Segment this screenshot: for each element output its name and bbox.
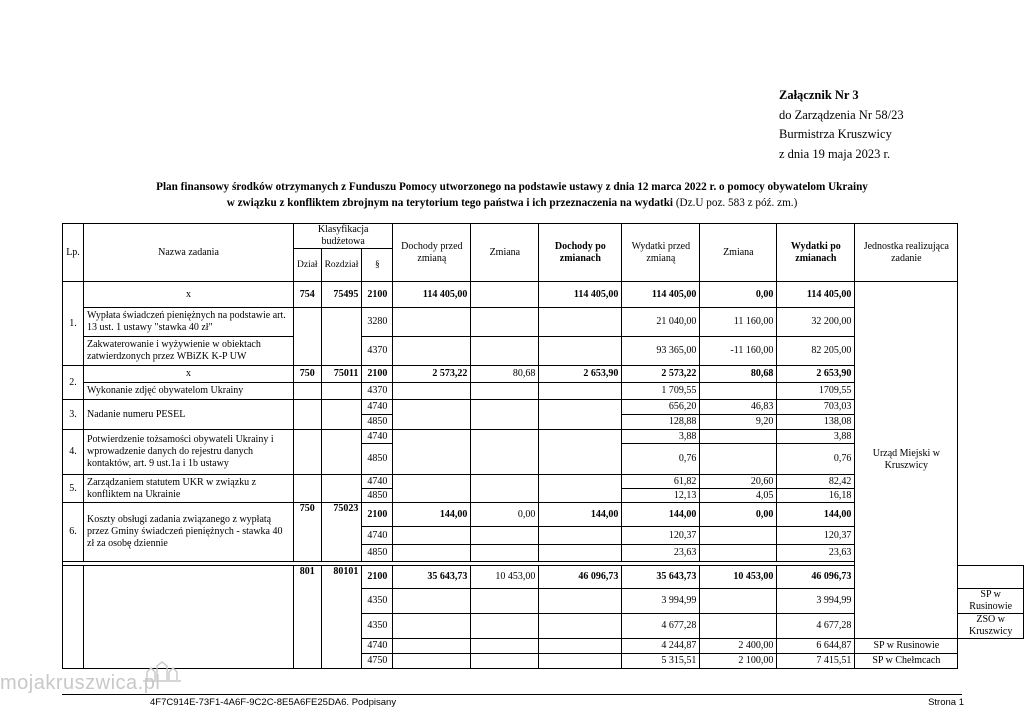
row-wydatki-po: 703,03 <box>777 400 855 415</box>
row-dochody-po <box>539 400 622 430</box>
title-line-2-normal: (Dz.U poz. 583 z póź. zm.) <box>675 197 798 209</box>
row-zmiana-dochody <box>471 545 539 562</box>
row-dzial <box>294 400 322 430</box>
row-wydatki-przed: 35 643,73 <box>622 566 700 589</box>
row-zmiana-dochody <box>471 589 539 614</box>
row-wydatki-po: 1709,55 <box>777 383 855 400</box>
annex-line-3: z dnia 19 maja 2023 r. <box>779 146 891 161</box>
row-paragraf: 4370 <box>362 337 393 366</box>
row-zmiana-wydatki: 80,68 <box>700 366 777 383</box>
header-wydatki-przed: Wydatki przed zmianą <box>622 224 700 282</box>
row-dochody-przed: 35 643,73 <box>393 566 471 589</box>
row-zmiana-dochody: 0,00 <box>471 503 539 527</box>
header-jednostka: Jednostka realizująca zadanie <box>855 224 958 282</box>
row-name: Koszty obsługi zadania związanego z wypłatą przez Gminy świadczeń pieniężnych - stawka 40 zł za osobę dziennie <box>84 503 294 562</box>
row-zmiana-dochody <box>471 308 539 337</box>
row-lp: 4. <box>63 430 84 475</box>
row-rozdzial <box>321 383 362 400</box>
row-zmiana-dochody: 80,68 <box>471 366 539 383</box>
header-lp: Lp. <box>63 224 84 282</box>
row-zmiana-dochody <box>471 383 539 400</box>
row-dochody-po <box>539 383 622 400</box>
row-wydatki-przed: 93 365,00 <box>622 337 700 366</box>
row-zmiana-wydatki <box>700 444 777 475</box>
row-dzial: 754 <box>294 282 322 308</box>
row-jednostka-main: Urząd Miejski w Kruszwicy <box>855 282 958 639</box>
row-rozdzial: 75023 <box>321 503 362 562</box>
row-lp: 6. <box>63 503 84 562</box>
row-name: Wykonanie zdjęć obywatelom Ukrainy <box>84 383 294 400</box>
row-dochody-przed: 144,00 <box>393 503 471 527</box>
row-zmiana-wydatki <box>700 589 777 614</box>
row-jednostka <box>958 566 1024 589</box>
row-wydatki-po: 0,76 <box>777 444 855 475</box>
document-title <box>60 179 964 211</box>
row-paragraf: 4350 <box>362 614 393 639</box>
header-zmiana-dochody: Zmiana <box>471 224 539 282</box>
row-wydatki-przed: 120,37 <box>622 527 700 545</box>
row-dochody-po <box>539 430 622 475</box>
row-name: Potwierdzenie tożsamości obywateli Ukrainy i wprowadzenie danych do rejestru danych kontaktów, art. 9 ust.1a i 1b ustawy <box>84 430 294 475</box>
annex-line-2: Burmistrza Kruszwicy <box>779 127 892 141</box>
row-wydatki-po: 138,08 <box>777 415 855 430</box>
row-dochody-po: 114 405,00 <box>539 282 622 308</box>
header-zmiana-wydatki: Zmiana <box>700 224 777 282</box>
row-dochody-po <box>539 589 622 614</box>
row-dochody-po <box>539 527 622 545</box>
row-zmiana-dochody <box>471 430 539 475</box>
row-paragraf: 2100 <box>362 566 393 589</box>
header-dzial: Dział <box>294 249 322 282</box>
row-paragraf: 4740 <box>362 527 393 545</box>
row-wydatki-po: 82,42 <box>777 475 855 489</box>
row-zmiana-dochody: 10 453,00 <box>471 566 539 589</box>
row-zmiana-wydatki: 11 160,00 <box>700 308 777 337</box>
row-name: x <box>84 282 294 308</box>
row-dochody-przed <box>393 545 471 562</box>
row-lp <box>63 566 84 669</box>
row-jednostka: SP w Rusinowie <box>958 589 1024 614</box>
header-row-1 <box>63 224 1024 249</box>
row-dochody-po: 144,00 <box>539 503 622 527</box>
row-wydatki-po: 144,00 <box>777 503 855 527</box>
row-lp: 2. <box>63 366 84 400</box>
row-wydatki-po: 82 205,00 <box>777 337 855 366</box>
row-zmiana-dochody <box>471 527 539 545</box>
row-wydatki-po: 7 415,51 <box>777 654 855 669</box>
watermark-text: mojakruszwica.pl <box>0 672 161 694</box>
row-paragraf: 4740 <box>362 430 393 444</box>
row-rozdzial: 80101 <box>321 566 362 669</box>
row-rozdzial <box>321 308 362 366</box>
row-paragraf: 2100 <box>362 366 393 383</box>
row-dzial <box>294 383 322 400</box>
row-zmiana-wydatki <box>700 430 777 444</box>
row-zmiana-wydatki: 2 400,00 <box>700 639 777 654</box>
row-wydatki-przed: 12,13 <box>622 489 700 503</box>
row-wydatki-przed: 128,88 <box>622 415 700 430</box>
row-wydatki-przed: 61,82 <box>622 475 700 489</box>
row-zmiana-dochody <box>471 400 539 430</box>
row-dochody-po: 2 653,90 <box>539 366 622 383</box>
row-wydatki-po: 32 200,00 <box>777 308 855 337</box>
row-paragraf: 4850 <box>362 545 393 562</box>
header-paragraf: § <box>362 249 393 282</box>
row-dochody-przed <box>393 639 471 654</box>
row-dochody-po <box>539 308 622 337</box>
row-paragraf: 2100 <box>362 282 393 308</box>
row-lp: 5. <box>63 475 84 503</box>
row-name: Wypłata świadczeń pieniężnych na podstawie art. 13 ust. 1 ustawy "stawka 40 zł" <box>84 308 294 337</box>
row-jednostka: SP w Chełmcach <box>855 654 958 669</box>
row-dzial: 801 <box>294 566 322 669</box>
row-zmiana-wydatki: 9,20 <box>700 415 777 430</box>
footer-document-id: 4F7C914E-73F1-4A6F-9C2C-8E5A6FE25DA6. Podpisany <box>150 697 397 708</box>
row-wydatki-przed: 144,00 <box>622 503 700 527</box>
row-zmiana-dochody <box>471 475 539 503</box>
header-dochody-przed: Dochody przed zmianą <box>393 224 471 282</box>
row-paragraf: 4370 <box>362 383 393 400</box>
row-name: Zarządzaniem statutem UKR w związku z konfliktem na Ukrainie <box>84 475 294 503</box>
row-dochody-przed <box>393 383 471 400</box>
footer-page-number: Strona 1 <box>928 697 964 708</box>
header-dochody-po: Dochody po zmianach <box>539 224 622 282</box>
annex-line-1: do Zarządzenia Nr 58/23 <box>779 107 904 122</box>
row-zmiana-dochody <box>471 639 539 654</box>
row-rozdzial: 75011 <box>321 366 362 383</box>
row-paragraf: 4740 <box>362 475 393 489</box>
row-dzial <box>294 308 322 366</box>
row-lp: 3. <box>63 400 84 430</box>
row-lp: 1. <box>63 282 84 366</box>
row-zmiana-wydatki: 0,00 <box>700 503 777 527</box>
row-wydatki-przed: 3 994,99 <box>622 589 700 614</box>
row-rozdzial <box>321 475 362 503</box>
row-wydatki-przed: 1 709,55 <box>622 383 700 400</box>
footer-divider <box>62 694 962 695</box>
row-name: Zakwaterowanie i wyżywienie w obiektach zatwierdzonych przez WBiZK K-P UW <box>84 337 294 366</box>
row-wydatki-przed: 2 573,22 <box>622 366 700 383</box>
row-jednostka: SP w Rusinowie <box>855 639 958 654</box>
row-dochody-przed <box>393 527 471 545</box>
row-wydatki-przed: 656,20 <box>622 400 700 415</box>
row-zmiana-wydatki: 4,05 <box>700 489 777 503</box>
row-wydatki-po: 6 644,87 <box>777 639 855 654</box>
row-rozdzial: 75495 <box>321 282 362 308</box>
row-paragraf: 4850 <box>362 415 393 430</box>
title-line-1: Plan finansowy środków otrzymanych z Funduszu Pomocy utworzonego na podstawie ustawy z dnia 12 marca 2022 r. o pomocy obywatelom Ukrainy <box>156 181 868 193</box>
row-paragraf: 4740 <box>362 639 393 654</box>
row-dochody-przed <box>393 430 471 475</box>
row-wydatki-po: 2 653,90 <box>777 366 855 383</box>
row-dochody-po <box>539 639 622 654</box>
row-zmiana-wydatki: -11 160,00 <box>700 337 777 366</box>
row-zmiana-wydatki <box>700 614 777 639</box>
row-wydatki-przed: 0,76 <box>622 444 700 475</box>
row-wydatki-przed: 5 315,51 <box>622 654 700 669</box>
row-dochody-po <box>539 337 622 366</box>
row-wydatki-po: 3 994,99 <box>777 589 855 614</box>
row-paragraf: 4350 <box>362 589 393 614</box>
row-paragraf: 2100 <box>362 503 393 527</box>
row-dochody-po <box>539 654 622 669</box>
row-zmiana-dochody <box>471 654 539 669</box>
row-dzial: 750 <box>294 366 322 383</box>
row-dochody-po <box>539 614 622 639</box>
row-zmiana-wydatki: 2 100,00 <box>700 654 777 669</box>
row-dochody-przed: 114 405,00 <box>393 282 471 308</box>
row-dochody-przed <box>393 475 471 503</box>
row-dochody-po <box>539 475 622 503</box>
header-rozdzial: Rozdział <box>321 249 362 282</box>
row-zmiana-wydatki <box>700 383 777 400</box>
row-wydatki-przed: 21 040,00 <box>622 308 700 337</box>
row-dzial: 750 <box>294 503 322 562</box>
row-zmiana-wydatki: 10 453,00 <box>700 566 777 589</box>
row-wydatki-po: 46 096,73 <box>777 566 855 589</box>
row-wydatki-po: 16,18 <box>777 489 855 503</box>
row-dochody-przed <box>393 337 471 366</box>
row-dochody-przed <box>393 589 471 614</box>
row-rozdzial <box>321 400 362 430</box>
table-row <box>63 282 1024 308</box>
row-dochody-przed <box>393 654 471 669</box>
row-jednostka: ZSO w Kruszwicy <box>958 614 1024 639</box>
row-dzial <box>294 430 322 475</box>
row-wydatki-przed: 3,88 <box>622 430 700 444</box>
header-name: Nazwa zadania <box>84 224 294 282</box>
financial-plan-table <box>62 223 1024 669</box>
row-name: Nadanie numeru PESEL <box>84 400 294 430</box>
row-zmiana-wydatki <box>700 527 777 545</box>
row-wydatki-przed: 4 244,87 <box>622 639 700 654</box>
row-zmiana-wydatki: 46,83 <box>700 400 777 415</box>
title-line-2 <box>60 195 964 211</box>
row-rozdzial <box>321 430 362 475</box>
row-wydatki-przed: 4 677,28 <box>622 614 700 639</box>
title-line-2-bold: w związku z konfliktem zbrojnym na terytorium tego państwa i ich przeznaczenia na wydatki <box>226 197 676 209</box>
annex-heading: Załącznik Nr 3 <box>779 88 859 102</box>
row-dochody-przed <box>393 308 471 337</box>
row-dochody-przed <box>393 400 471 430</box>
row-wydatki-po: 23,63 <box>777 545 855 562</box>
row-zmiana-dochody <box>471 614 539 639</box>
row-name <box>84 566 294 669</box>
row-paragraf: 4850 <box>362 489 393 503</box>
header-wydatki-po: Wydatki po zmianach <box>777 224 855 282</box>
row-dzial <box>294 475 322 503</box>
row-dochody-przed <box>393 614 471 639</box>
row-name: x <box>84 366 294 383</box>
row-wydatki-po: 4 677,28 <box>777 614 855 639</box>
row-paragraf: 4750 <box>362 654 393 669</box>
row-wydatki-przed: 23,63 <box>622 545 700 562</box>
row-dochody-przed: 2 573,22 <box>393 366 471 383</box>
row-dochody-po: 46 096,73 <box>539 566 622 589</box>
row-wydatki-po: 114 405,00 <box>777 282 855 308</box>
annex-header <box>779 86 904 164</box>
row-zmiana-wydatki: 0,00 <box>700 282 777 308</box>
row-zmiana-wydatki: 20,60 <box>700 475 777 489</box>
header-klasyfikacja: Klasyfikacja budżetowa <box>294 224 393 249</box>
row-wydatki-po: 3,88 <box>777 430 855 444</box>
row-zmiana-dochody <box>471 337 539 366</box>
row-paragraf: 4850 <box>362 444 393 475</box>
row-zmiana-dochody <box>471 282 539 308</box>
row-dochody-po <box>539 545 622 562</box>
row-paragraf: 4740 <box>362 400 393 415</box>
row-paragraf: 3280 <box>362 308 393 337</box>
row-wydatki-po: 120,37 <box>777 527 855 545</box>
row-wydatki-przed: 114 405,00 <box>622 282 700 308</box>
row-zmiana-wydatki <box>700 545 777 562</box>
